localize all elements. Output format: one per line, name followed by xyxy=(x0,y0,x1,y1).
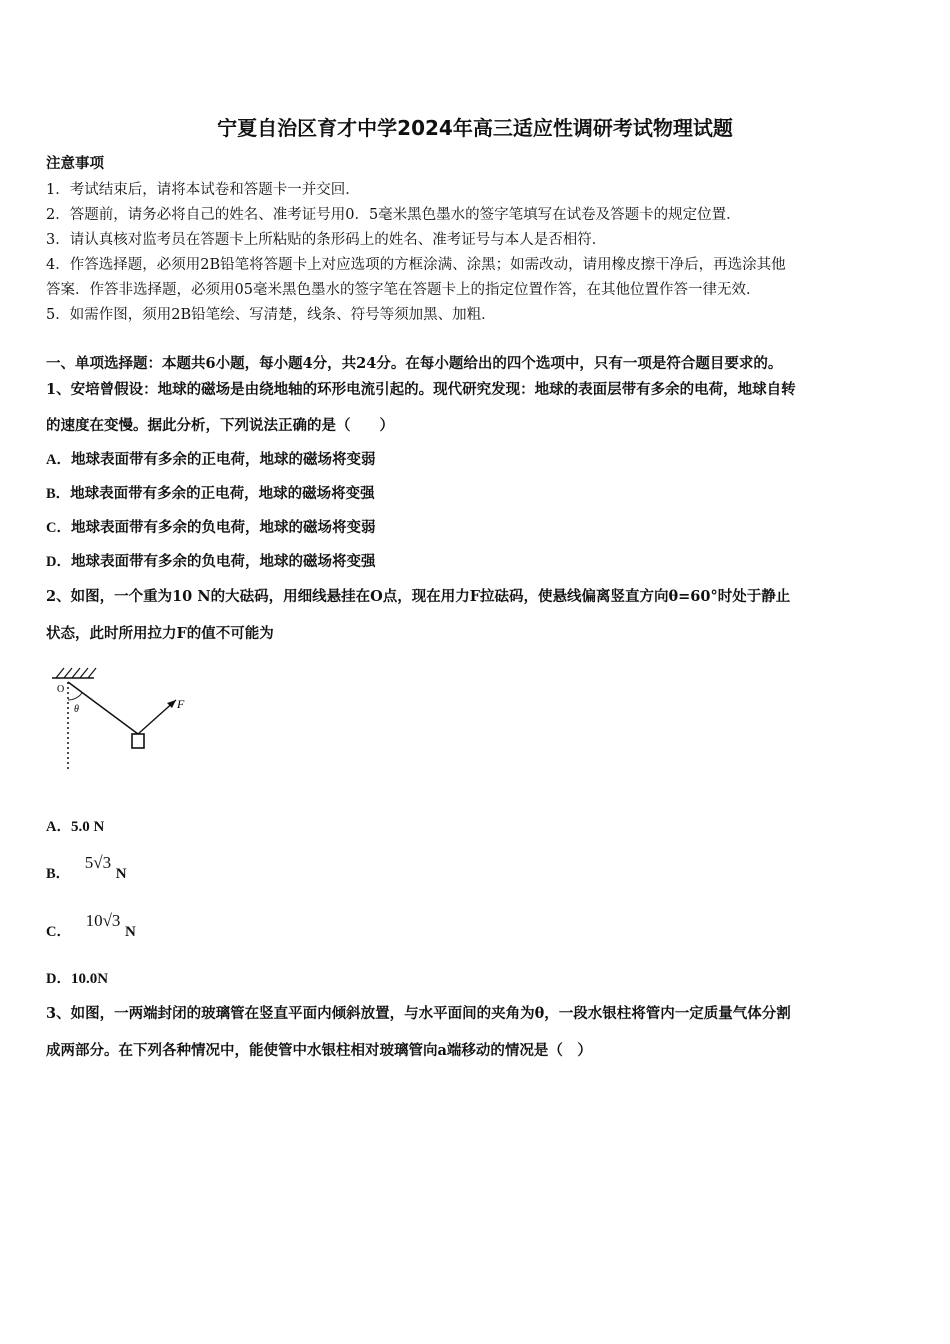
pendulum-figure xyxy=(46,660,206,780)
q2-option-b xyxy=(46,852,127,882)
option-label: D． xyxy=(46,554,71,570)
page-title: 宁夏自治区育才中学2024年高三适应性调研考试物理试题 xyxy=(217,116,733,140)
notice-heading: 注意事项 xyxy=(46,155,104,172)
q2-option-d xyxy=(46,967,108,988)
option-label: B． xyxy=(46,866,71,882)
option-label: B． xyxy=(46,486,71,502)
q2-stem-line1: 2、如图，一个重为10 N的大砝码，用细线悬挂在O点，现在用力F拉砝码，使悬线偏离竖直方向θ=60°时处于静止 xyxy=(46,588,791,605)
option-label: D． xyxy=(46,971,71,987)
q1-option-d xyxy=(46,550,375,571)
q3-stem-line2: 成两部分。在下列各种情况中，能使管中水银柱相对玻璃管向a端移动的情况是（ ） xyxy=(46,1042,592,1059)
q2-stem-line2: 状态，此时所用拉力F的值不可能为 xyxy=(46,625,274,642)
option-math: 5√3 xyxy=(84,853,112,872)
option-label: A． xyxy=(46,819,71,835)
q1-option-c xyxy=(46,516,375,537)
option-label: C． xyxy=(46,520,71,536)
option-text: 10.0N xyxy=(70,971,109,987)
theta-label: θ xyxy=(74,704,79,715)
notice-item-2: 2．答题前，请务必将自己的姓名、准考证号用0．5毫米黑色墨水的签字笔填写在试卷及答题卡的规定位置． xyxy=(46,207,741,223)
option-text: 5.0 N xyxy=(70,819,105,835)
option-text: 地球表面带有多余的负电荷，地球的磁场将变强 xyxy=(70,553,376,570)
option-text: 地球表面带有多余的正电荷，地球的磁场将变强 xyxy=(70,485,375,502)
q2-option-c xyxy=(46,910,136,940)
option-unit: N xyxy=(115,866,127,882)
notice-item-4-cont: 答案．作答非选择题，必须用05毫米黑色墨水的签字笔在答题卡上的指定位置作答，在其他位置作答一律无效． xyxy=(46,282,761,298)
point-o-label: O xyxy=(57,684,65,695)
option-unit: N xyxy=(125,924,136,940)
notice-item-5: 5．如需作图，须用2B铅笔绘、写清楚，线条、符号等须加黑、加粗． xyxy=(46,307,496,323)
weight-block xyxy=(132,734,144,748)
force-label: F xyxy=(177,697,185,711)
theta-arc xyxy=(68,693,82,700)
q1-option-a xyxy=(46,448,375,469)
option-text: 地球表面带有多余的正电荷，地球的磁场将变弱 xyxy=(70,451,376,468)
notice-item-3: 3．请认真核对监考员在答题卡上所粘贴的条形码上的姓名、准考证号与本人是否相符． xyxy=(46,232,607,248)
ceiling-hatch xyxy=(56,668,96,678)
q2-option-a xyxy=(46,815,104,836)
notice-item-1: 1．考试结束后，请将本试卷和答题卡一并交回． xyxy=(46,182,360,198)
q1-stem-line2: 的速度在变慢。据此分析，下列说法正确的是（ ） xyxy=(46,417,394,434)
option-label: A． xyxy=(46,452,71,468)
notice-item-4: 4．作答选择题，必须用2B铅笔将答题卡上对应选项的方框涂满、涂黑；如需改动，请用橡皮擦干净后，再选涂其他 xyxy=(46,257,786,273)
q1-option-b xyxy=(46,482,375,503)
section-heading: 一、单项选择题：本题共6小题，每小题4分，共24分。在每小题给出的四个选项中，只有一项是符合题目要求的。 xyxy=(46,355,783,372)
option-math: 10√3 xyxy=(85,911,121,930)
option-label: C． xyxy=(46,924,71,940)
q3-stem-line1: 3、如图，一两端封闭的玻璃管在竖直平面内倾斜放置，与水平面间的夹角为θ，一段水银柱将管内一定质量气体分割 xyxy=(46,1005,791,1022)
q1-stem-line1: 1、安培曾假设：地球的磁场是由绕地轴的环形电流引起的。现代研究发现：地球的表面层带有多余的电荷，地球自转 xyxy=(46,381,796,398)
option-text: 地球表面带有多余的负电荷，地球的磁场将变弱 xyxy=(70,519,376,536)
